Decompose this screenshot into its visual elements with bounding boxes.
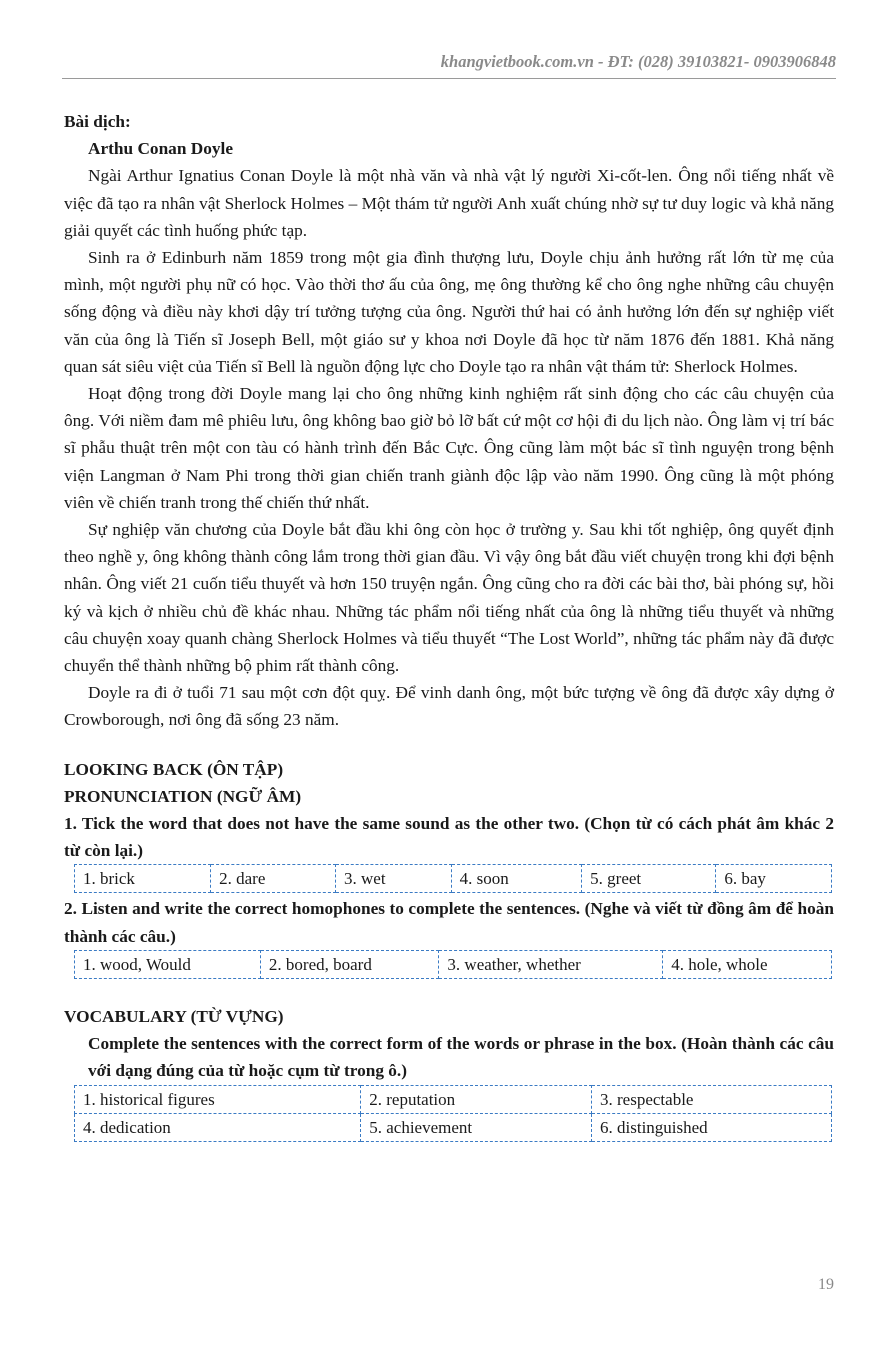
answer-cell: 2. bored, board	[260, 950, 439, 978]
paragraph: Ngài Arthur Ignatius Conan Doyle là một nhà văn và nhà vật lý người Xi-cốt-len. Ông nổi tiếng nhất về việc đã tạo ra nhân vật Sherlock Holmes – Một thám tử người Anh xuất chúng nhờ sự tư duy logic và khả năng giải quyết các tình huống phức tạp.	[64, 166, 834, 240]
answer-cell: 1. brick	[75, 865, 211, 893]
answer-cell: 4. soon	[451, 865, 582, 893]
answer-cell: 6. distinguished	[592, 1113, 832, 1141]
answer-cell: 5. greet	[582, 865, 716, 893]
answer-cell: 2. reputation	[361, 1085, 592, 1113]
paragraph: Hoạt động trong đời Doyle mang lại cho ông những kinh nghiệm rất sinh động cho các câu chuyện của ông. Với niềm đam mê phiêu lưu, ông không bao giờ bỏ lỡ bất cứ một cơ hội đi du lịch nào. Ông làm vị trí bác sĩ phẫu thuật trên một con tàu có hành trình đến Bắc Cực. Ông cũng làm một bác sĩ tình nguyện trong bệnh viện Langman ở Nam Phi trong thời gian chiến tranh giành độc lập vào năm 1990. Ông cũng là một phóng viên về chiến tranh trong thế chiến thứ nhất.	[64, 384, 834, 512]
answer-cell: 3. wet	[336, 865, 452, 893]
answer-cell: 5. achievement	[361, 1113, 592, 1141]
answer-cell: 6. bay	[716, 865, 832, 893]
exercise-1-instruction: 1. Tick the word that does not have the same sound as the other two. (Chọn từ có cách phát âm khác 2 từ còn lại.)	[64, 814, 834, 861]
answer-cell: 1. wood, Would	[75, 950, 261, 978]
translation-title: Arthu Conan Doyle	[88, 139, 233, 159]
vocabulary-heading: VOCABULARY (TỪ VỰNG)	[64, 1006, 284, 1026]
page-header: khangvietbook.com.vn - ĐT: (028) 39103821- 0903906848	[62, 52, 836, 79]
answer-cell: 4. hole, whole	[663, 950, 832, 978]
exercise-2-answer-table	[74, 950, 832, 979]
exercise-2-instruction: 2. Listen and write the correct homophones to complete the sentences. (Nghe và viết từ đồng âm để hoàn thành các câu.)	[64, 899, 834, 946]
paragraph: Sinh ra ở Edinburh năm 1859 trong một gia đình thượng lưu, Doyle chịu ảnh hưởng rất lớn từ mẹ của mình, một người phụ nữ có học. Vào thời thơ ấu của ông, mẹ ông thường kể cho ông nghe những câu chuyện sống động và điều này khơi dậy trí tưởng tượng của ông. Người thứ hai có ảnh hưởng lớn đến sự nghiệp viết văn của ông là Tiến sĩ Joseph Bell, một giáo sư y khoa nơi Doyle đã học từ năm 1876 đến 1881. Khả năng quan sát siêu việt của Tiến sĩ Bell là nguồn động lực cho Doyle tạo ra nhân vật thám tử: Sherlock Holmes.	[64, 248, 834, 376]
exercise-1-answer-table	[74, 864, 832, 893]
paragraph: Sự nghiệp văn chương của Doyle bắt đầu khi ông còn học ở trường y. Sau khi tốt nghiệp, ông quyết định theo nghề y, ông không thành công lắm trong thời gian đầu. Vì vậy ông bắt đầu viết chuyện trong khi đợi bệnh nhân. Ông viết 21 cuốn tiểu thuyết và hơn 150 truyện ngắn. Ông cũng cho ra đời các bài thơ, bài phóng sự, hồi ký và kịch ở nhiều chủ đề khác nhau. Những tác phẩm nổi tiếng nhất của ông là những tiểu thuyết và những câu chuyện xoay quanh chàng Sherlock Holmes và tiểu thuyết “The Lost World”, những tác phẩm này đã được chuyển thể thành những bộ phim rất thành công.	[64, 520, 834, 676]
answer-cell: 1. historical figures	[75, 1085, 361, 1113]
page-content	[64, 108, 834, 1144]
answer-cell: 2. dare	[211, 865, 336, 893]
answer-cell: 3. weather, whether	[439, 950, 663, 978]
vocabulary-instruction: Complete the sentences with the correct form of the words or phrase in the box. (Hoàn thành các câu với dạng đúng của từ hoặc cụm từ trong ô.)	[88, 1034, 834, 1081]
page-number: 19	[818, 1276, 834, 1293]
vocabulary-answer-table	[74, 1085, 832, 1142]
paragraph: Doyle ra đi ở tuổi 71 sau một cơn đột quỵ. Để vinh danh ông, một bức tượng về ông đã được xây dựng ở Crowborough, nơi ông đã sống 23 năm.	[64, 683, 834, 730]
pronunciation-heading: PRONUNCIATION (NGỮ ÂM)	[64, 786, 302, 806]
looking-back-heading: LOOKING BACK (ÔN TẬP)	[64, 759, 284, 779]
answer-cell: 4. dedication	[75, 1113, 361, 1141]
translation-label: Bài dịch:	[64, 112, 131, 131]
answer-cell: 3. respectable	[592, 1085, 832, 1113]
